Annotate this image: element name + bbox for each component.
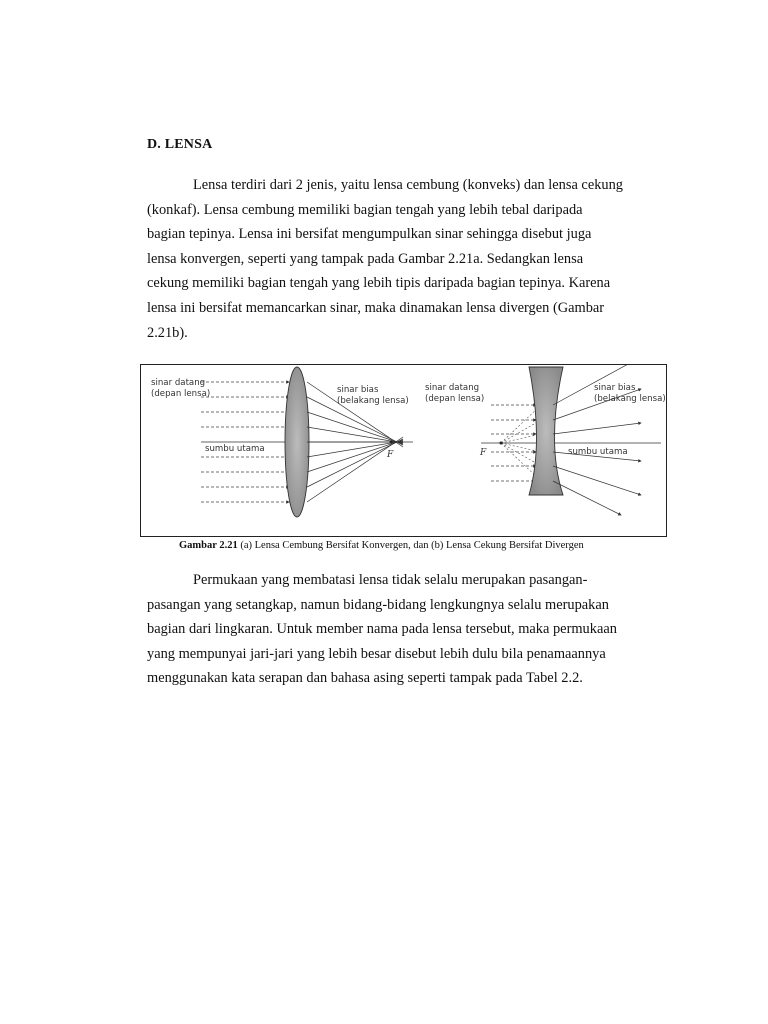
paragraph-line: bagian tepinya. Lensa ini bersifat mengumpulkan sinar sehingga disebut juga <box>147 226 592 243</box>
caption-label: Gambar 2.21 <box>179 540 238 551</box>
incoming-label-right-2: (depan lensa) <box>425 394 485 404</box>
axis-label-right: sumbu utama <box>568 447 628 457</box>
paragraph-line: (konkaf). Lensa cembung memiliki bagian tengah yang lebih tebal daripada <box>147 201 583 218</box>
concave-lens-diagram <box>425 365 666 515</box>
focus-label-left: F <box>387 450 394 460</box>
paragraph-line: 2.21b). <box>147 324 188 341</box>
figure-caption <box>179 540 584 551</box>
refracted-label-right-2: (belakang lensa) <box>594 394 666 404</box>
refracted-label-left-2: (belakang lensa) <box>337 396 409 406</box>
focal-point-left <box>390 441 393 444</box>
paragraph-line: bagian dari lingkaran. Untuk member nama pada lensa tersebut, maka permukaan <box>147 621 617 638</box>
convex-lens-diagram <box>151 367 413 517</box>
paragraph-line: Lensa terdiri dari 2 jenis, yaitu lensa cembung (konveks) dan lensa cekung <box>193 177 623 193</box>
refracted-label-right-1: sinar bias <box>594 383 636 393</box>
paragraph-line: cekung memiliki bagian tengah yang lebih tipis daripada bagian tepinya. Karena <box>147 275 611 292</box>
convex-lens <box>285 367 309 517</box>
paragraph-lens-naming <box>147 568 647 691</box>
incoming-label-left-1: sinar datang <box>151 378 206 388</box>
paragraph-line: Permukaan yang membatasi lensa tidak selalu merupakan pasangan- <box>193 572 588 588</box>
incoming-label-left-2: (depan lensa) <box>151 389 211 399</box>
section-heading: D. LENSA <box>147 137 213 152</box>
refracted-label-left-1: sinar bias <box>337 385 379 395</box>
paragraph-line: lensa konvergen, seperti yang tampak pada Gambar 2.21a. Sedangkan lensa <box>147 250 584 267</box>
focus-label-right: F <box>480 448 487 458</box>
incoming-label-right-1: sinar datang <box>425 383 480 393</box>
paragraph-line: lensa ini bersifat memancarkan sinar, maka dinamakan lensa divergen (Gambar <box>147 299 605 316</box>
focal-point-right <box>500 442 503 445</box>
paragraph-line: pasangan yang setangkap, namun bidang-bidang lengkungnya selalu merupakan <box>147 596 609 613</box>
lens-ray-diagram <box>141 365 667 537</box>
axis-label-left: sumbu utama <box>205 444 265 454</box>
paragraph-lens-types <box>147 173 647 345</box>
caption-text: (a) Lensa Cembung Bersifat Konvergen, dan (b) Lensa Cekung Bersifat Divergen <box>237 540 584 551</box>
paragraph-line: yang mempunyai jari-jari yang lebih besar disebut lebih dulu bila penamaannya <box>147 645 606 662</box>
concave-lens <box>529 367 563 495</box>
paragraph-line: menggunakan kata serapan dan bahasa asing seperti tampak pada Tabel 2.2. <box>147 670 583 687</box>
lens-figure <box>140 364 667 537</box>
